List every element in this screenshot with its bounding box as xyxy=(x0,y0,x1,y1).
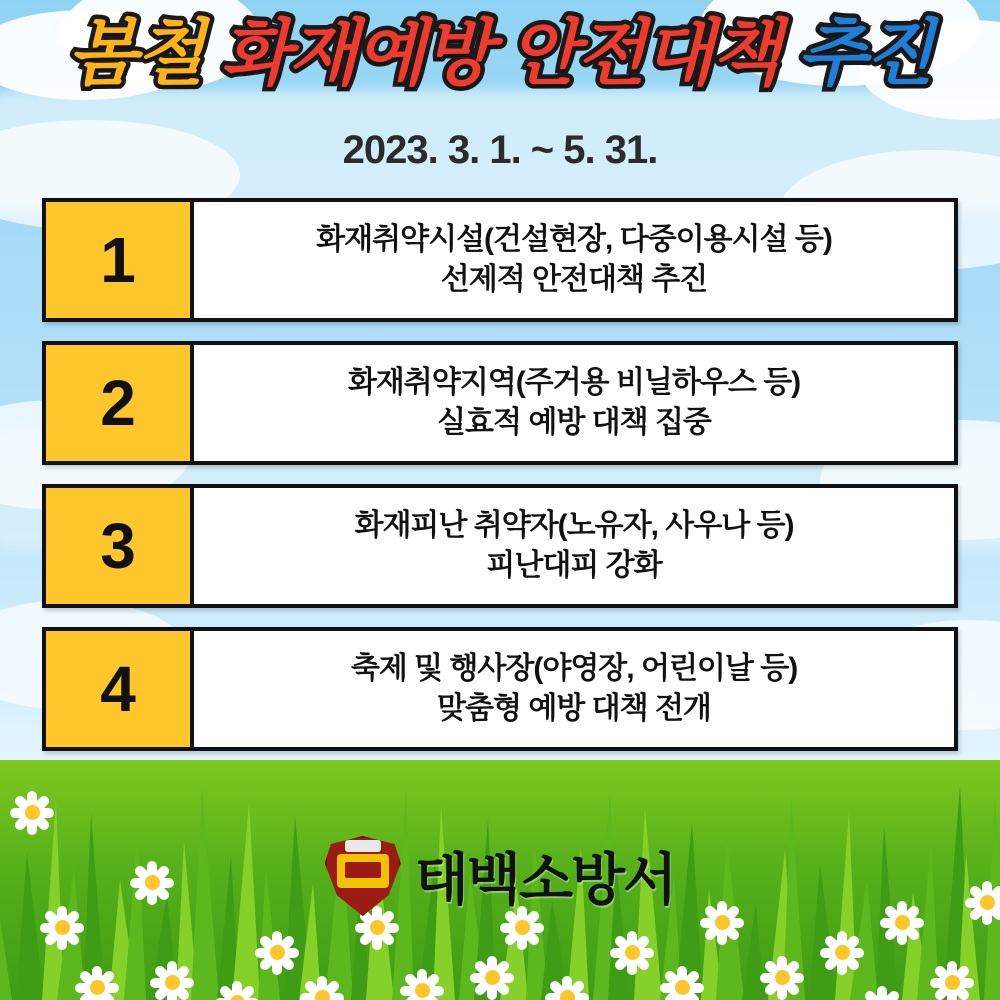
item-line-1: 화재취약시설(건설현장, 다중이용시설 등) xyxy=(316,223,832,257)
daisy-flower-icon xyxy=(400,968,444,1000)
item-line-2: 선제적 안전대책 추진 xyxy=(440,263,708,296)
daisy-flower-icon xyxy=(10,790,54,834)
daisy-flower-icon xyxy=(860,985,904,1000)
item-text xyxy=(194,631,954,747)
item-line-1: 화재피난 취약자(노유자, 사우나 등) xyxy=(354,509,794,543)
daisy-flower-icon xyxy=(300,975,344,1000)
grass-blade xyxy=(0,905,12,1000)
list-item xyxy=(42,341,958,465)
list-item xyxy=(42,484,958,608)
organization-name: 태백소방서 xyxy=(414,848,676,911)
daisy-flower-icon xyxy=(760,955,804,999)
title-part-1: 봄철 xyxy=(67,14,221,94)
item-text xyxy=(194,202,954,318)
daisy-flower-icon xyxy=(660,965,704,1000)
item-number: 2 xyxy=(46,345,194,461)
daisy-flower-icon xyxy=(470,955,514,999)
daisy-flower-icon xyxy=(255,930,299,974)
item-line-2: 실효적 예방 대책 집중 xyxy=(437,406,711,439)
daisy-flower-icon xyxy=(930,960,974,1000)
item-number: 4 xyxy=(46,631,194,747)
item-number: 1 xyxy=(46,202,194,318)
footer-branding xyxy=(0,836,1000,916)
list-item xyxy=(42,198,958,322)
poster-title xyxy=(0,14,1000,94)
daisy-flower-icon xyxy=(150,960,194,1000)
item-number: 3 xyxy=(46,488,194,604)
item-line-1: 화재취약지역(주거용 비닐하우스 등) xyxy=(347,366,801,400)
fire-station-badge-icon xyxy=(325,836,401,916)
item-line-2: 맞춤형 예방 대책 전개 xyxy=(437,692,711,725)
daisy-flower-icon xyxy=(820,930,864,974)
daisy-flower-icon xyxy=(215,980,259,1000)
title-part-2: 화재예방 안전대책 xyxy=(220,14,798,94)
daisy-flower-icon xyxy=(610,930,654,974)
item-text xyxy=(194,345,954,461)
poster-subtitle: 2023. 3. 1. ~ 5. 31. xyxy=(342,128,658,172)
daisy-flower-icon xyxy=(545,975,589,1000)
title-part-3: 추진 xyxy=(797,14,933,94)
measures-list xyxy=(42,198,958,770)
list-item xyxy=(42,627,958,751)
item-text xyxy=(194,488,954,604)
daisy-flower-icon xyxy=(75,965,119,1000)
item-line-2: 피난대피 강화 xyxy=(486,549,662,582)
item-line-1: 축제 및 행사장(야영장, 어린이날 등) xyxy=(350,652,798,686)
